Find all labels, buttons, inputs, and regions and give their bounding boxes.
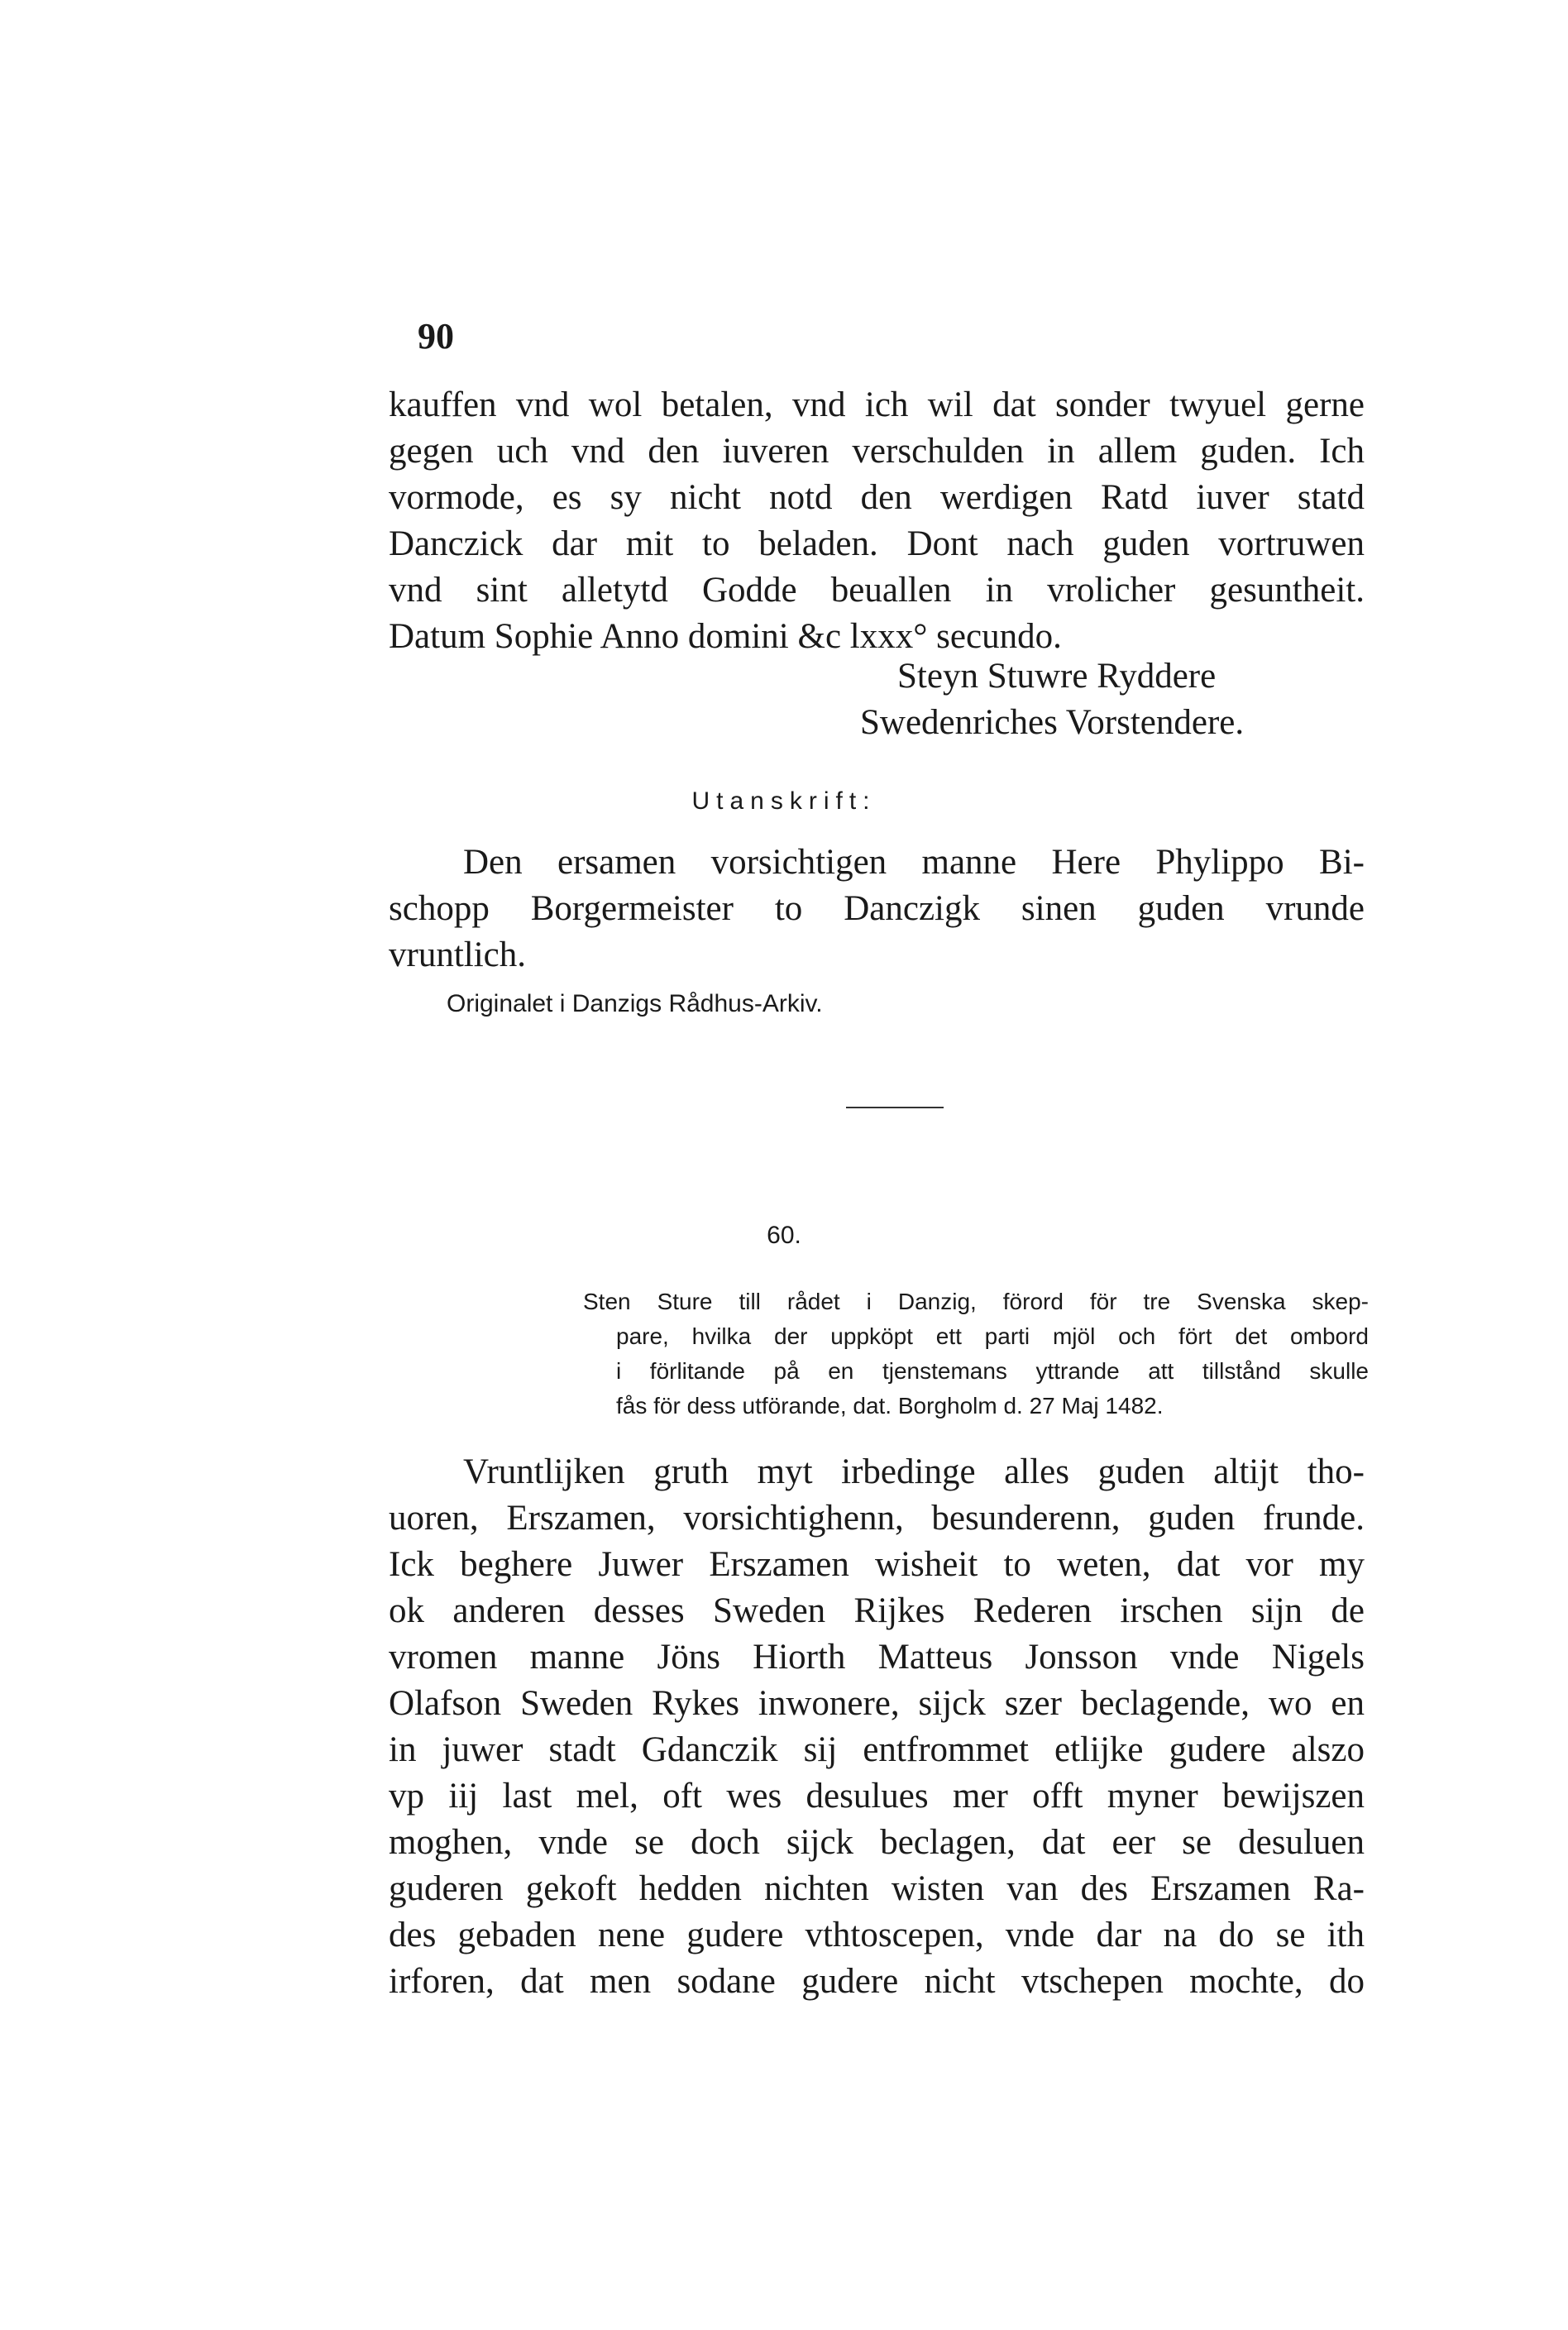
text-line: Danczick dar mit to beladen. Dont nach guden vortruwen [389,524,1365,563]
signature-name: Steyn Stuwre Ryddere [897,657,1217,696]
source-note: Originalet i Danzigs Rådhus-Arkiv. [447,990,823,1017]
summary-line: i förlitande på en tjenstemans yttrande att tillstånd skulle [616,1358,1369,1384]
text-line: vormode, es sy nicht notd den werdigen Ratd iuver statd [389,478,1365,517]
summary-line: pare, hvilka der uppköpt ett parti mjöl och fört det ombord [616,1323,1369,1349]
signature-title: Swedenriches Vorstendere. [860,703,1245,742]
text-line: Ick beghere Juwer Erszamen wisheit to weten, dat vor my [389,1545,1365,1584]
text-line: irforen, dat men sodane gudere nicht vtschepen mochte, do [389,1962,1365,2001]
text-line: gegen uch vnd den iuveren verschulden in allem guden. Ich [389,432,1365,471]
address-heading: Utanskrift: [691,787,877,815]
text-line: vp iij last mel, oft wes desulues mer offt myner bewijszen [389,1777,1365,1816]
text-line: Datum Sophie Anno domini &c lxxx° secundo. [389,617,1062,656]
text-line: vnd sint alletytd Godde beuallen in vrolicher gesuntheit. [389,571,1365,610]
text-line: uoren, Erszamen, vorsichtighenn, besunderenn, guden frunde. [389,1499,1365,1538]
text-line: Vruntlijken gruth myt irbedinge alles guden altijt tho- [463,1452,1365,1491]
address-paragraph [389,840,1365,978]
text-line: vromen manne Jöns Hiorth Matteus Jonsson vnde Nigels [389,1638,1365,1677]
text-line: des gebaden nene gudere vthtoscepen, vnde dar na do se ith [389,1916,1365,1954]
text-line: Olafson Sweden Rykes inwonere, sijck szer beclagende, wo en [389,1684,1365,1723]
text-line: vruntlich. [389,935,526,974]
document-summary [583,1285,1369,1423]
text-line: kauffen vnd wol betalen, vnd ich wil dat sonder twyuel gerne [389,385,1365,424]
section-divider [846,1107,944,1108]
text-line: schopp Borgermeister to Danczigk sinen guden vrunde [389,889,1365,928]
letter-body-paragraph-2 [389,1449,1365,2005]
text-line: in juwer stadt Gdanczik sij entfrommet etlijke gudere alszo [389,1730,1365,1769]
text-line: ok anderen desses Sweden Rijkes Rederen irschen sijn de [389,1591,1365,1630]
letter-body-paragraph-1 [389,382,1365,660]
summary-line: Sten Sture till rådet i Danzig, förord för tre Svenska skep- [583,1289,1369,1314]
page-number: 90 [418,316,454,356]
text-line: guderen gekoft hedden nichten wisten van des Erszamen Ra- [389,1869,1365,1908]
letter-signature [860,653,1244,746]
text-line: moghen, vnde se doch sijck beclagen, dat eer se desuluen [389,1823,1365,1862]
summary-line: fås för dess utförande, dat. Borgholm d. 27 Maj 1482. [616,1393,1164,1419]
text-line: Den ersamen vorsichtigen manne Here Phylippo Bi- [463,843,1365,882]
document-number: 60. [767,1222,801,1249]
